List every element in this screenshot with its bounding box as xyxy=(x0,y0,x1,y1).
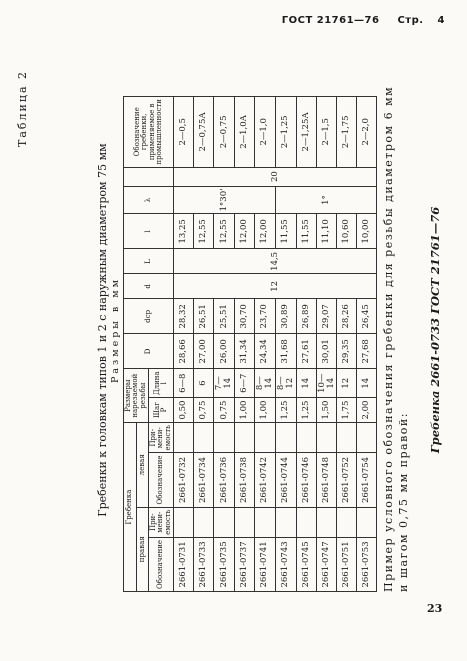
cell-left-code: 2661-0744 xyxy=(275,453,296,507)
cell-designation: 2—1,25 xyxy=(275,97,296,167)
cell-D: 24,34 xyxy=(254,334,275,369)
cell-right-applicability xyxy=(357,507,377,537)
cell-pitch: 0,75 xyxy=(194,398,214,423)
cell-l: 11,55 xyxy=(275,214,296,249)
cell-l: 12,55 xyxy=(214,214,235,249)
cell-length: 6—7 xyxy=(234,369,254,398)
cell-right-code: 2661-0733 xyxy=(194,537,214,591)
cell-right-applicability xyxy=(316,507,337,537)
cell-pitch: 1,00 xyxy=(234,398,254,423)
cell-right-code: 2661-0753 xyxy=(357,537,377,591)
cell-d: 12 xyxy=(174,274,377,299)
cell-D: 27,00 xyxy=(194,334,214,369)
cell-left-applicability xyxy=(234,423,254,453)
cell-length: 7—14 xyxy=(214,369,235,398)
cell-right-applicability xyxy=(214,507,235,537)
table-title: Гребенки к головкам типов 1 и 2 с наружным диаметром 75 мм xyxy=(96,143,109,517)
standard-code: ГОСТ 21761—76 xyxy=(281,15,380,26)
col-l: l xyxy=(124,214,174,249)
table-label: Таблица 2 xyxy=(16,70,29,147)
table-row xyxy=(174,97,194,592)
cell-right-applicability xyxy=(275,507,296,537)
cell-designation: 2—1,75 xyxy=(337,97,357,167)
page-header xyxy=(282,15,445,26)
col-right: правая xyxy=(136,507,149,591)
col-extra xyxy=(124,167,174,186)
cell-D: 28,66 xyxy=(174,334,194,369)
cell-pitch: 1,50 xyxy=(316,398,337,423)
cell-length: 8—12 xyxy=(275,369,296,398)
cell-pitch: 1,25 xyxy=(275,398,296,423)
cell-length: 10—14 xyxy=(316,369,337,398)
cell-left-code: 2661-0732 xyxy=(174,453,194,507)
cell-designation: 2—2,0 xyxy=(357,97,377,167)
cell-left-applicability xyxy=(357,423,377,453)
col-left-applicability: При- мени- емость xyxy=(149,423,174,453)
cell-left-code: 2661-0742 xyxy=(254,453,275,507)
cell-pitch: 1,25 xyxy=(296,398,316,423)
cell-length: 14 xyxy=(296,369,316,398)
cell-left-code: 2661-0734 xyxy=(194,453,214,507)
cell-designation: 2—1,0А xyxy=(234,97,254,167)
cell-pitch: 1,00 xyxy=(254,398,275,423)
cell-dcp: 30,70 xyxy=(234,299,254,334)
cell-designation: 2—0,75А xyxy=(194,97,214,167)
cell-left-applicability xyxy=(275,423,296,453)
cell-designation: 2—1,0 xyxy=(254,97,275,167)
cell-dcp: 28,26 xyxy=(337,299,357,334)
cell-right-applicability xyxy=(234,507,254,537)
cell-right-code: 2661-0745 xyxy=(296,537,316,591)
cell-D: 31,68 xyxy=(275,334,296,369)
cell-left-code: 2661-0736 xyxy=(214,453,235,507)
col-pitch: Шаг P xyxy=(149,398,174,423)
cell-length: 6—8 xyxy=(174,369,194,398)
cell-right-code: 2661-0751 xyxy=(337,537,357,591)
cell-left-code: 2661-0754 xyxy=(357,453,377,507)
cell-extra: 20 xyxy=(174,167,377,186)
cell-D: 30,01 xyxy=(316,334,337,369)
cell-right-applicability xyxy=(254,507,275,537)
cell-right-code: 2661-0743 xyxy=(275,537,296,591)
cell-l: 10,60 xyxy=(337,214,357,249)
page-label: Стр. xyxy=(397,15,424,26)
cell-l: 12,55 xyxy=(194,214,214,249)
col-thread-size: Размеры нарезаемой резьбы xyxy=(124,369,149,423)
cell-l: 11,55 xyxy=(296,214,316,249)
cell-pitch: 0,75 xyxy=(214,398,235,423)
cell-right-applicability xyxy=(174,507,194,537)
cell-designation: 2—1,5 xyxy=(316,97,337,167)
col-L: L xyxy=(124,249,174,274)
cell-right-code: 2661-0737 xyxy=(234,537,254,591)
cell-dcp: 26,51 xyxy=(194,299,214,334)
cell-length: 12 xyxy=(337,369,357,398)
col-length: Длина l xyxy=(149,369,174,398)
cell-left-applicability xyxy=(214,423,235,453)
cell-D: 31,34 xyxy=(234,334,254,369)
cell-left-applicability xyxy=(316,423,337,453)
comb-table xyxy=(123,96,377,592)
cell-length: 6 xyxy=(194,369,214,398)
col-right-applicability: При- мени- емость xyxy=(149,507,174,537)
cell-right-code: 2661-0731 xyxy=(174,537,194,591)
cell-left-applicability xyxy=(296,423,316,453)
cell-left-code: 2661-0746 xyxy=(296,453,316,507)
table-subtitle: Размеры в мм xyxy=(110,276,121,384)
cell-left-applicability xyxy=(174,423,194,453)
cell-l: 11,10 xyxy=(316,214,337,249)
cell-length: 14 xyxy=(357,369,377,398)
cell-right-code: 2661-0747 xyxy=(316,537,337,591)
cell-right-code: 2661-0735 xyxy=(214,537,235,591)
cell-pitch: 0,50 xyxy=(174,398,194,423)
cell-dcp: 29,07 xyxy=(316,299,337,334)
cell-left-applicability xyxy=(194,423,214,453)
page-number-header: 4 xyxy=(437,15,445,26)
cell-length: 8—14 xyxy=(254,369,275,398)
cell-D: 26,00 xyxy=(214,334,235,369)
cell-left-code: 2661-0738 xyxy=(234,453,254,507)
cell-designation: 2—0,75 xyxy=(214,97,235,167)
col-thread-designation: Обозначение гребенки, применяемое в промышленности xyxy=(124,97,174,167)
col-d: d xyxy=(124,274,174,299)
cell-right-applicability xyxy=(296,507,316,537)
cell-dcp: 26,45 xyxy=(357,299,377,334)
cell-D: 27,61 xyxy=(296,334,316,369)
cell-right-applicability xyxy=(337,507,357,537)
cell-right-applicability xyxy=(194,507,214,537)
cell-left-code: 2661-0752 xyxy=(337,453,357,507)
cell-lambda-a: 1°30' xyxy=(174,186,276,214)
col-comb: Гребенка xyxy=(124,423,137,592)
cell-l: 12,00 xyxy=(234,214,254,249)
cell-L: 14,5 xyxy=(174,249,377,274)
cell-designation: 2—1,25А xyxy=(296,97,316,167)
example-text: Пример условного обозначения гребенки для резьбы диаметром 6 мм и шагом 0,75 мм правой: xyxy=(382,85,410,592)
col-right-designation: Обозначение xyxy=(149,537,174,591)
cell-dcp: 25,51 xyxy=(214,299,235,334)
col-lambda: λ xyxy=(124,186,174,214)
cell-designation: 2—0,5 xyxy=(174,97,194,167)
cell-D: 27,68 xyxy=(357,334,377,369)
cell-l: 10,00 xyxy=(357,214,377,249)
cell-left-applicability xyxy=(254,423,275,453)
cell-left-code: 2661-0748 xyxy=(316,453,337,507)
page-number-footer: 23 xyxy=(427,602,443,615)
cell-l: 13,25 xyxy=(174,214,194,249)
cell-lambda-b: 1° xyxy=(275,186,377,214)
cell-pitch: 2,00 xyxy=(357,398,377,423)
cell-dcp: 28,32 xyxy=(174,299,194,334)
col-left: левая xyxy=(136,423,149,507)
cell-l: 12,00 xyxy=(254,214,275,249)
cell-dcp: 26,89 xyxy=(296,299,316,334)
col-left-designation: Обозначение xyxy=(149,453,174,507)
cell-D: 29,35 xyxy=(337,334,357,369)
cell-left-applicability xyxy=(337,423,357,453)
cell-dcp: 30,89 xyxy=(275,299,296,334)
cell-right-code: 2661-0741 xyxy=(254,537,275,591)
rotated-content xyxy=(10,50,450,610)
cell-pitch: 1,75 xyxy=(337,398,357,423)
col-D: D xyxy=(124,334,174,369)
col-dcp: dср xyxy=(124,299,174,334)
cell-dcp: 23,70 xyxy=(254,299,275,334)
example-code: Гребенка 2661-0733 ГОСТ 21761—76 xyxy=(428,206,442,454)
